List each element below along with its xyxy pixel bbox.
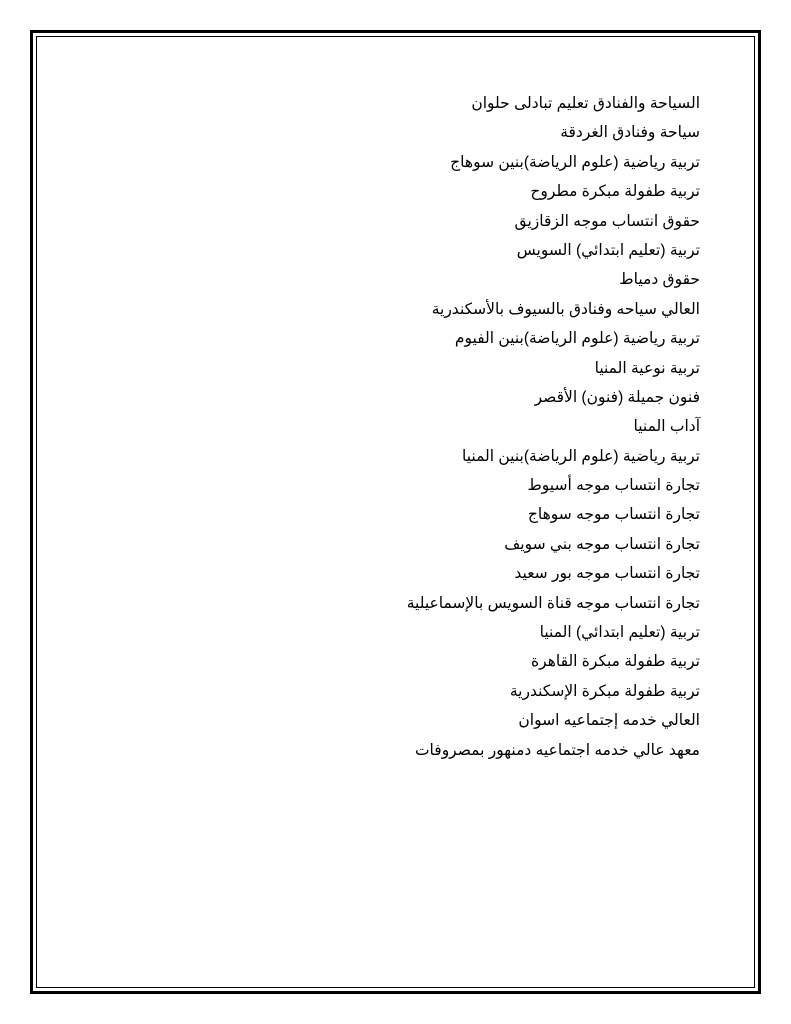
faculty-line: تربية طفولة مبكرة القاهرة <box>531 653 700 671</box>
faculty-line: تربية طفولة مبكرة الإسكندرية <box>509 682 700 700</box>
faculty-line: سياحة وفنادق الغردقة <box>560 124 700 142</box>
faculty-line: تربية رياضية (علوم الرياضة)بنين سوهاج <box>450 153 700 171</box>
faculty-list <box>240 89 700 765</box>
faculty-line: تربية (تعليم ابتدائي) المنيا <box>539 624 700 642</box>
faculty-line: تربية (تعليم ابتدائي) السويس <box>516 241 700 259</box>
faculty-line: تربية رياضية (علوم الرياضة)بنين المنيا <box>462 447 700 465</box>
faculty-line: تجارة انتساب موجه سوهاج <box>527 506 700 524</box>
faculty-line: تجارة انتساب موجه أسيوط <box>527 477 700 495</box>
faculty-line: السياحة والفنادق تعليم تبادلى حلوان <box>471 95 700 112</box>
faculty-line: تربية نوعية المنيا <box>594 359 700 377</box>
faculty-line: آداب المنيا <box>633 418 700 436</box>
faculty-line: معهد عالي خدمه اجتماعيه دمنهور بمصروفات <box>414 741 700 759</box>
faculty-line: فنون جميلة (فنون) الأقصر <box>534 388 700 406</box>
faculty-line: تربية طفولة مبكرة مطروح <box>530 183 700 201</box>
faculty-line: تجارة انتساب موجه قناة السويس بالإسماعيلية <box>406 594 700 612</box>
faculty-line: تربية رياضية (علوم الرياضة)بنين الفيوم <box>454 330 700 348</box>
faculty-line: حقوق انتساب موجه الزقازيق <box>514 212 700 230</box>
faculty-line: تجارة انتساب موجه بني سويف <box>504 535 700 553</box>
faculty-line: العالي خدمه إجتماعيه اسوان <box>518 712 700 730</box>
faculty-line: العالي سياحه وفنادق بالسيوف بالأسكندرية <box>431 300 700 318</box>
faculty-line: تجارة انتساب موجه بور سعيد <box>514 565 700 583</box>
faculty-line: حقوق دمياط <box>619 271 700 289</box>
